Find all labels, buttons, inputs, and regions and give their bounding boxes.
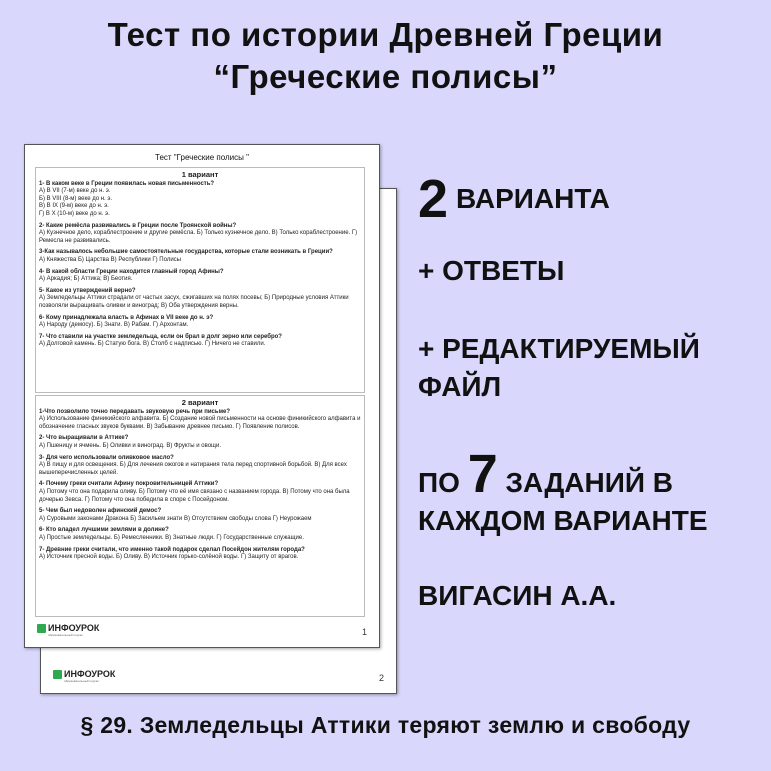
infourok-logo-icon — [53, 670, 62, 679]
answer-options: А) Потому что она подарила оливу. Б) Потому что её имя связано с названием города. В) Потому что она была дочерью Зевса. Г) Потому что она победила в споре с Посейдоном. — [39, 488, 350, 503]
answer-options: Б) В VIII (8-м) веке до н. э. — [39, 195, 113, 202]
main-title — [0, 14, 771, 98]
answer-options: А) Кузнечное дело, кораблестроение и другие ремёсла. Б) Только кузнечное дело. В) Только кораблестроение. Г) Ремесла не развивались. — [39, 230, 358, 244]
infourok-logo-icon — [37, 624, 46, 633]
variant-1-questions — [39, 181, 361, 353]
answer-options: А) В VII (7-м) веке до н. э. — [39, 188, 111, 195]
variant-2-heading: 2 вариант — [181, 398, 219, 407]
question-text: 4- Почему греки считали Афину покровительницей Аттики? — [39, 481, 219, 488]
answer-options: А) Земледельцы Аттики страдали от частых засух, сжигавших на полях посевы; Б) Природные условия Аттики позволяли выращивать оливки и виноград; В) Оба утверждения верны. — [39, 295, 349, 309]
answer-options: А) Аркадия; Б) Аттика; В) Беотия. — [39, 276, 133, 283]
infourok-logo: ИНФОУРОК образовательный портал — [37, 623, 99, 637]
tasks-label: ПО 7 ЗАДАНИЙ В КАЖДОМ ВАРИАНТЕ — [418, 444, 708, 536]
question-text: 7- Древние греки считали, что именно такой подарок сделал Посейдон жителям города? — [39, 546, 305, 553]
variant-1-box — [35, 167, 365, 393]
answer-options: А) Суровыми законами Дракона Б) Засильем знати В) Отсутствием свободы слова Г) Неурожаем — [39, 515, 312, 522]
answers-label: + ОТВЕТЫ — [418, 255, 565, 286]
variants-count: 2 ВАРИАНТА — [418, 169, 610, 229]
question-text: 5- Чем был недоволен афинский демос? — [39, 508, 162, 515]
page-number: 1 — [361, 627, 367, 637]
question-text: 7- Что ставили на участке земледельца, если он брал в долг зерно или серебро? — [39, 333, 282, 340]
variant-2-questions — [39, 409, 361, 566]
question-text: 4- В какой области Греции находится главный город Афины? — [39, 268, 224, 275]
answer-options: А) Простые земледельцы. Б) Ремесленники. В) Знатные люди. Г) Государственные служащие. — [39, 534, 304, 541]
page-number: 2 — [378, 673, 384, 683]
question-text: 1- В каком веке в Греции появилась новая письменность? — [39, 180, 215, 187]
question-text: 3-Как называлось небольшие самостоятельные государства, которые стали возникать в Греции? — [39, 249, 333, 256]
answer-options: А) Пшеницу и ячмень. Б) Оливки и виноград. В) Фрукты и овощи. — [39, 442, 222, 449]
document-title: Тест "Греческие полисы " — [155, 153, 249, 162]
answer-options: А) В пищу и для освещения. Б) Для лечения ожогов и натирания тела перед спортивной борьбой. В) Для всех вышеперечисленных целей. — [39, 462, 347, 476]
document-page-1 — [24, 144, 380, 648]
variant-2-box — [35, 395, 365, 617]
answer-options: А) Долговой камень. Б) Статую бога. В) Столб с надписью. Г) Ничего не ставили. — [39, 341, 266, 348]
question-text: 6- Кто владел лучшими землями в долине? — [39, 527, 169, 534]
question-text: 6- Кому принадлежала власть в Афинах в VII веке до н. э? — [39, 314, 214, 321]
answer-options: Г) В X (10-м) веке до н. э. — [39, 210, 110, 217]
question-text: 1-Что позволило точно передавать звуковую речь при письме? — [39, 408, 231, 415]
answer-options: В) В IX (9-м) веке до н. э. — [39, 203, 109, 210]
question-text: 2- Какие ремёсла развивались в Греции после Троянской войны? — [39, 222, 237, 229]
variant-1-heading: 1 вариант — [181, 170, 219, 179]
question-text: 2- Что выращивали в Аттике? — [39, 435, 129, 442]
author-label: ВИГАСИН А.А. — [418, 580, 617, 611]
title-line-1: Тест по истории Древней Греции — [107, 16, 664, 53]
editable-label: + РЕДАКТИРУЕМЫЙ ФАЙЛ — [418, 333, 700, 402]
title-line-2: “Греческие полисы” — [213, 58, 558, 95]
question-text: 5- Какое из утверждений верно? — [39, 287, 136, 294]
answer-options: А) Народу (демосу). Б) Знати. В) Рабам. Г) Архонтам. — [39, 322, 189, 329]
answer-options: А) Княжества Б) Царства В) Республики Г) Полисы — [39, 256, 181, 263]
question-text: 3- Для чего использовали оливковое масло? — [39, 454, 174, 461]
infourok-logo: ИНФОУРОК образовательный портал — [53, 669, 115, 683]
footer-caption: § 29. Земледельцы Аттики теряют землю и свободу — [80, 712, 691, 738]
answer-options: А) Источник пресной воды. Б) Оливу. В) Источник горько-солёной воды. Г) Защиту от врагов. — [39, 554, 299, 561]
answer-options: А) Использование финикийского алфавита. Б) Создание новой письменности на основе финикийского алфавита и обозначение гласных звуков буквами. В) Забывание древнее письмо. Г) Появление полисов. — [39, 416, 361, 430]
